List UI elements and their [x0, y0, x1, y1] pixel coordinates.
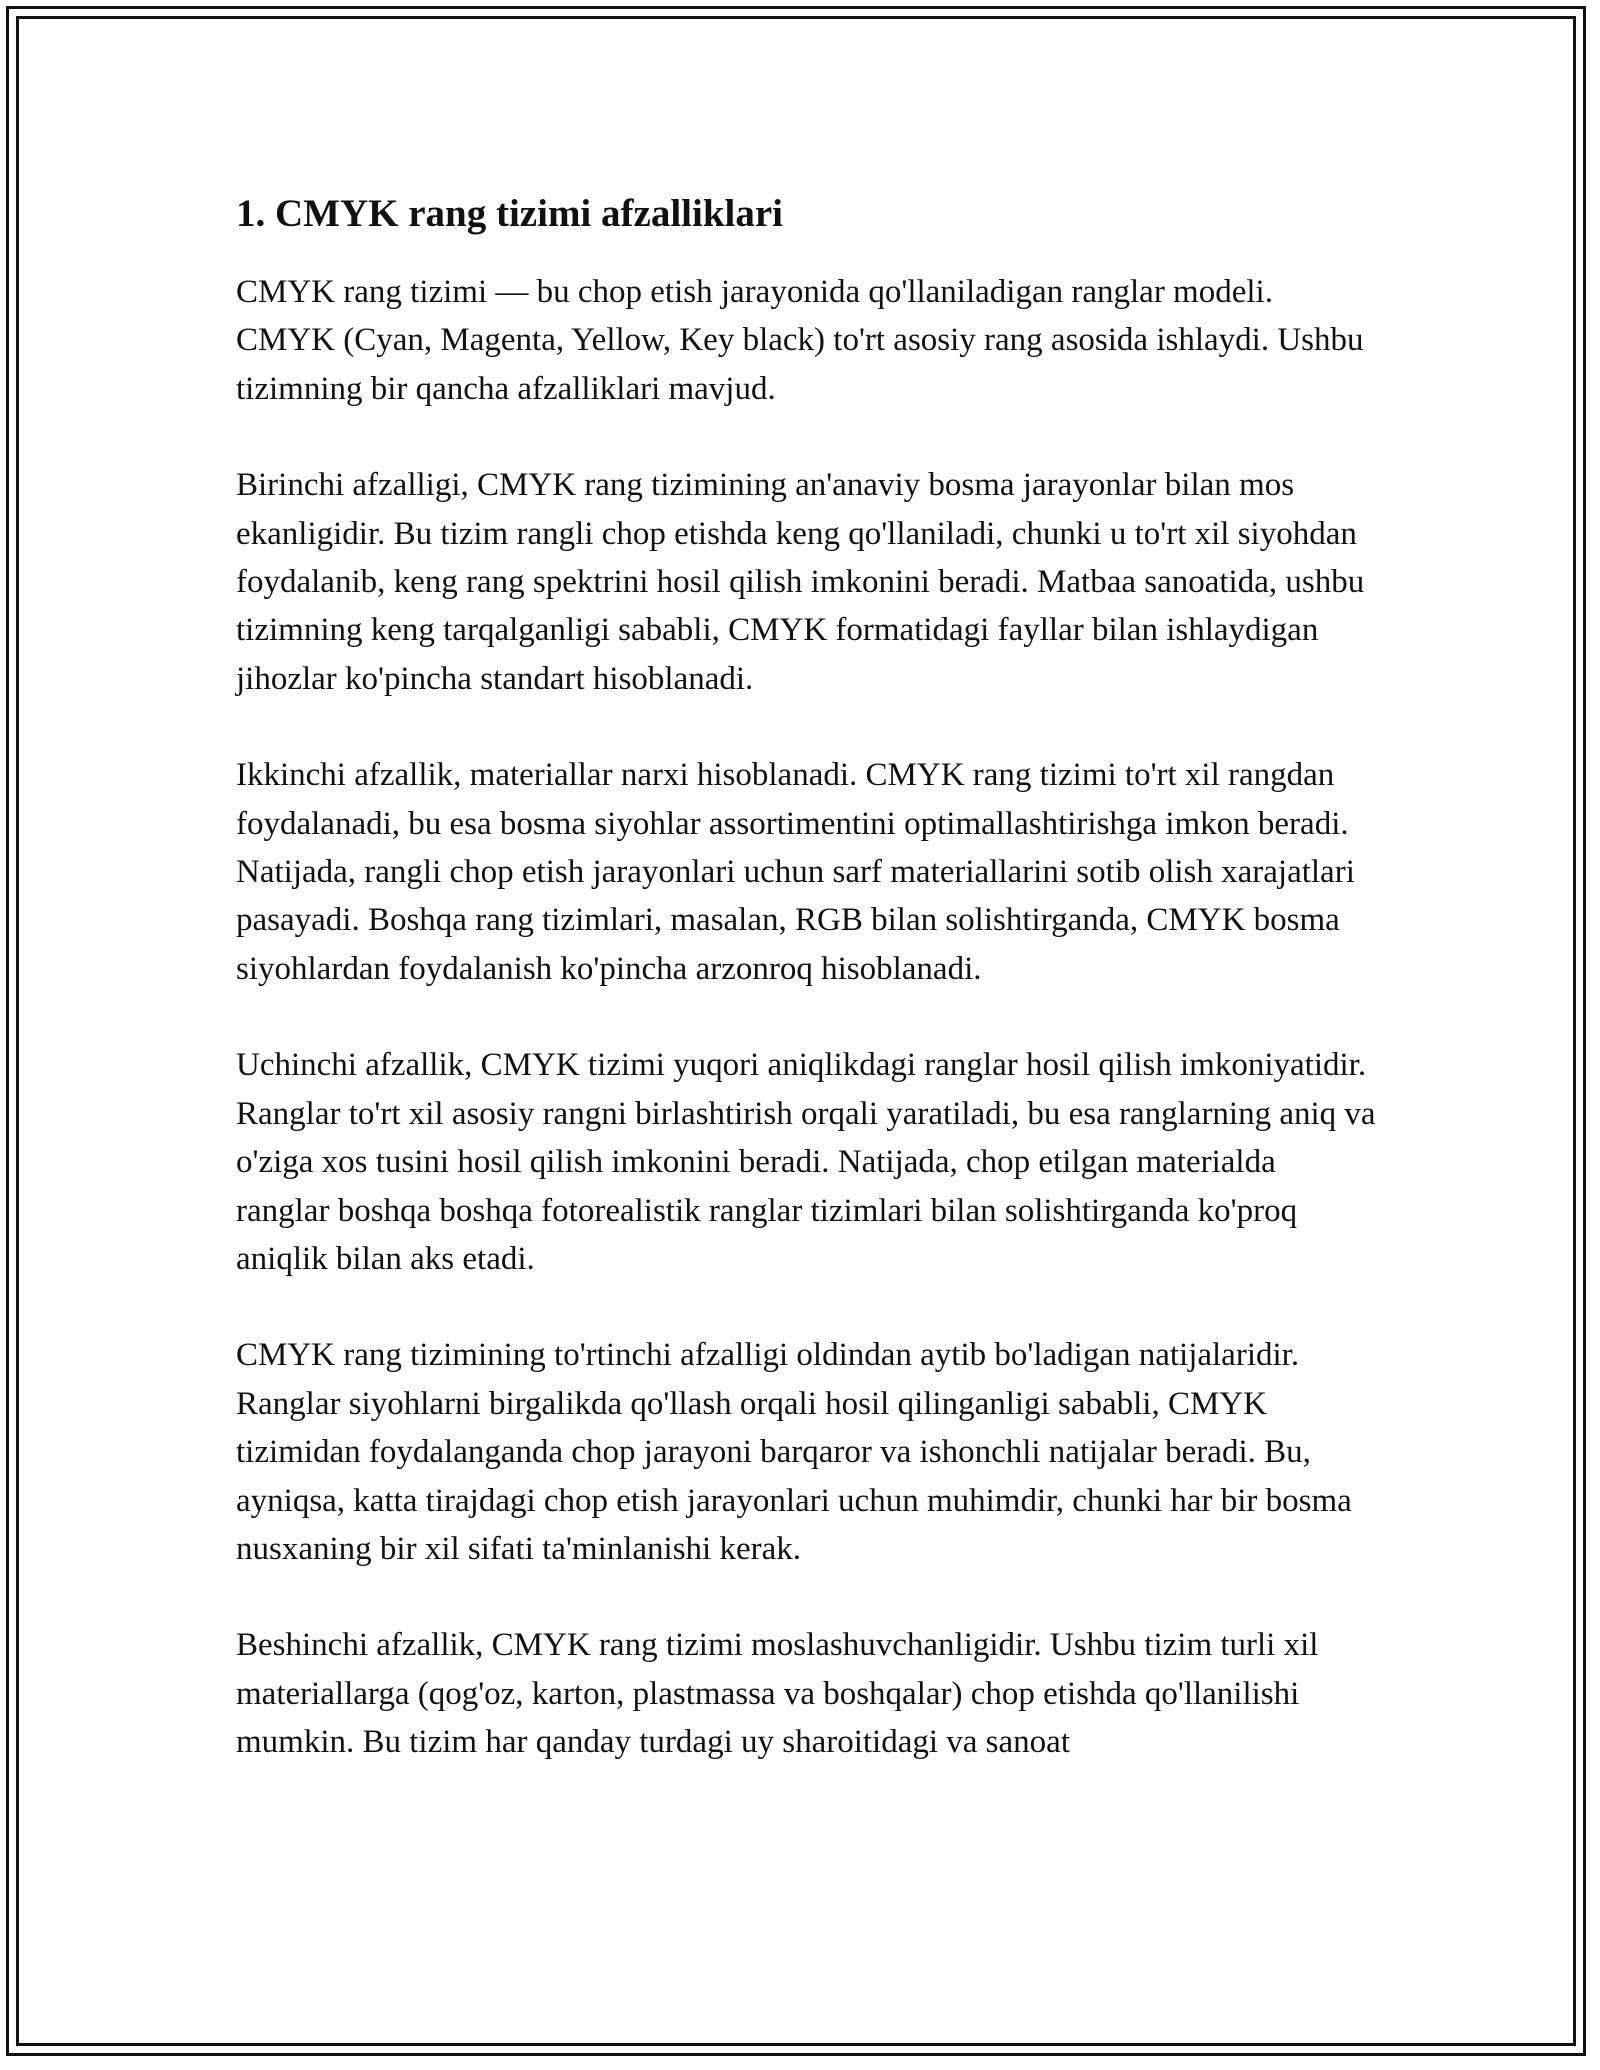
paragraph-first-advantage: Birinchi afzalligi, CMYK rang tizimining an'anaviy bosma jarayonlar bilan mos ekanligidir. Bu tizim rangli chop etishda keng qo'llaniladi, chunki u to'rt xil siyohdan foydalanib, keng rang spektrini hosil qilish imkonini beradi. Matbaa sanoatida, ushbu tizimning keng tarqalganligi sababli, CMYK formatidagi fayllar bilan ishlaydigan jihozlar ko'pincha standart hisoblanadi. [236, 467, 1365, 697]
paragraph-fifth-advantage: Beshinchi afzallik, CMYK rang tizimi moslashuvchanligidir. Ushbu tizim turli xil materiallarga (qog'oz, karton, plastmassa va boshqalar) chop etishda qo'llanilishi mumkin. Bu tizim har qanday turdagi uy sharoitidagi va sanoat [236, 1627, 1319, 1761]
section-heading: 1. CMYK rang tizimi afzalliklari [236, 192, 783, 235]
paragraph-fourth-advantage: CMYK rang tizimining to'rtinchi afzalligi oldindan aytib bo'ladigan natijalaridir. Ranglar siyohlarni birgalikda qo'llash orqali hosil qilinganligi sababli, CMYK tizimidan foydalanganda chop jarayoni barqaror va ishonchli natijalar beradi. Bu, ayniqsa, katta tirajdagi chop etish jarayonlari uchun muhimdir, chunki har bir bosma nusxaning bir xil sifati ta'minlanishi kerak. [236, 1337, 1352, 1567]
paragraph-third-advantage: Uchinchi afzallik, CMYK tizimi yuqori aniqlikdagi ranglar hosil qilish imkoniyatidir. Ranglar to'rt xil asosiy rangni birlashtirish orqali yaratiladi, bu esa ranglarning aniq va o'ziga xos tusini hosil qilish imkonini beradi. Natijada, chop etilgan materialda ranglar boshqa boshqa fotorealistik ranglar tizimlari bilan solishtirganda ko'proq aniqlik bilan aks etadi. [236, 1047, 1376, 1277]
document-body [236, 186, 1376, 1815]
paragraph-second-advantage: Ikkinchi afzallik, materiallar narxi hisoblanadi. CMYK rang tizimi to'rt xil rangdan foydalanadi, bu esa bosma siyohlar assortimentini optimallashtirishga imkon beradi. Natijada, rangli chop etish jarayonlari uchun sarf materiallarini sotib olish xarajatlari pasayadi. Boshqa rang tizimlari, masalan, RGB bilan solishtirganda, CMYK bosma siyohlardan foydalanish ko'pincha arzonroq hisoblanadi. [236, 757, 1355, 987]
paragraph-intro: CMYK rang tizimi — bu chop etish jarayonida qo'llaniladigan ranglar modeli. CMYK (Cyan, Magenta, Yellow, Key black) to'rt asosiy rang asosida ishlaydi. Ushbu tizimning bir qancha afzalliklari mavjud. [236, 274, 1364, 407]
